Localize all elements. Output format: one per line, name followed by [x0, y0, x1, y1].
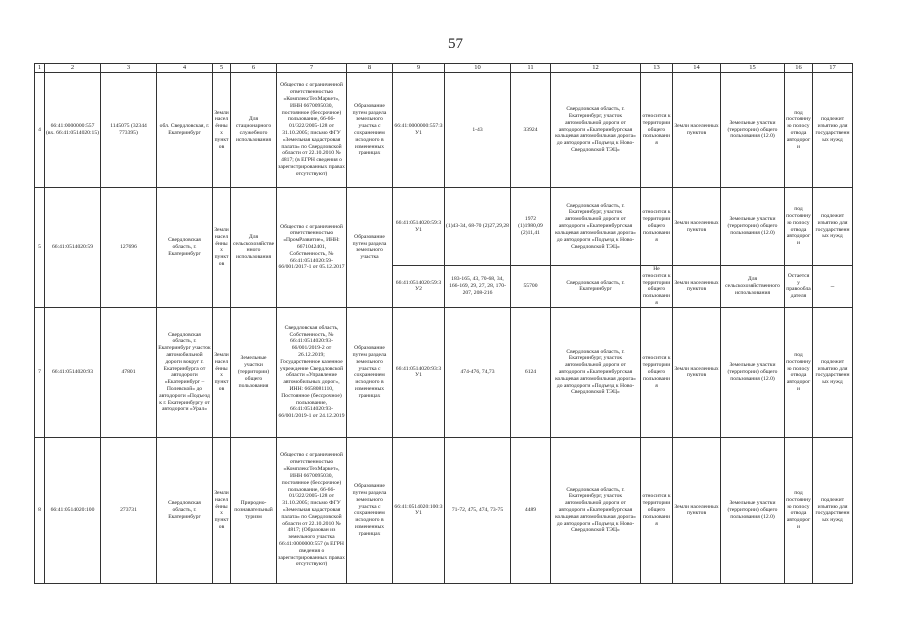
column-number: 8 [347, 64, 393, 73]
plot-purpose: Остается у правообладателя [785, 266, 813, 308]
rights-holder: Общество с ограниченной ответственностью «КомплексТехМаркет», ИНН 6670095030, постоянное (бессрочное) пользование, 66-66-01/322/2005-128 от 31.10.2005; письмо ФГУ «Земельная кадастровая палата» по Свердловской области от 22.10.2010 № 4817; (Образован из земельного участка 66:41:0000000:557 (в ЕГРН сведения о зарегистрированных правах отсутствуют) [277, 437, 347, 583]
column-number: 9 [393, 64, 445, 73]
public-territory-attribute: относится к территории общего пользования [641, 188, 673, 266]
column-number: 4 [157, 64, 213, 73]
new-cadastral-number: 66:41:0000000:557:ЗУ1 [393, 73, 445, 188]
formation-method: Образование путем раздела земельного участка с сохранением исходного в измененных границах [347, 437, 393, 583]
column-number: 14 [673, 64, 721, 73]
new-plot-area: 33924 [511, 73, 551, 188]
plot-address: Свердловская область, г. Екатеринбург участок автомобильной дороги вокруг г. Екатеринбурга от автодороги «Екатеринбург – Полевской» до автодороги «Подъезд к г. Екатеринбургу от автодороги «Урал» [157, 307, 213, 437]
row-number: 7 [35, 307, 45, 437]
cadastral-number: 66:41:0514020:100 [45, 437, 101, 583]
new-permitted-use: Земельные участки (территории) общего пользования (12.0) [721, 437, 785, 583]
column-number: 10 [445, 64, 511, 73]
formation-method: Образование путем раздела земельного участка [347, 188, 393, 308]
plot-purpose: под постоянную полосу отвода автодороги [785, 188, 813, 266]
new-land-category: Земли населенных пунктов [673, 266, 721, 308]
plot-address: Свердловская область, г. Екатеринбург [157, 188, 213, 308]
column-number: 7 [277, 64, 347, 73]
new-cadastral-number: 66:41:0514020:93:ЗУ1 [393, 307, 445, 437]
permitted-use: Земельные участки (территории) общего пользования [231, 307, 277, 437]
cadastral-number: 66:41:0514020:59 [45, 188, 101, 308]
land-category: Земли населённых пунктов [213, 73, 231, 188]
column-number: 1 [35, 64, 45, 73]
column-number: 11 [511, 64, 551, 73]
column-number: 5 [213, 64, 231, 73]
plot-area: 127696 [101, 188, 157, 308]
new-land-category: Земли населенных пунктов [673, 437, 721, 583]
new-permitted-use: Для сельскохозяйственного использования [721, 266, 785, 308]
seizure-note: подлежит изъятию для государственных нужд [813, 188, 853, 266]
new-plot-area: 55700 [511, 266, 551, 308]
plot-purpose: под постоянную полосу отвода автодороги [785, 437, 813, 583]
new-plot-location: Свердловская область, г. Екатеринбург, участок автомобильной дороги от автодороги «Екатеринбургская кольцевая автомобильная дорога» до автодороги «Подъезд к Ново-Свердловской ТЭЦ» [551, 188, 641, 266]
row-number: 5 [35, 188, 45, 308]
column-number: 13 [641, 64, 673, 73]
new-cadastral-number: 66:41:0514020:59:ЗУ2 [393, 266, 445, 308]
table-row [35, 188, 853, 266]
seizure-note: подлежит изъятию для государственных нужд [813, 437, 853, 583]
permitted-use: Для сельскохозяйственного использования [231, 188, 277, 308]
seizure-note: подлежит изъятию для государственных нужд [813, 73, 853, 188]
new-plot-location: Свердловская область, г. Екатеринбург, участок автомобильной дороги от автодороги «Екатеринбургская кольцевая автомобильная дорога» до автодороги «Подъезд к Ново-Свердловской ТЭЦ» [551, 307, 641, 437]
new-permitted-use: Земельные участки (территории) общего пользования (12.0) [721, 73, 785, 188]
new-plot-location: Свердловская область, г. Екатеринбург [551, 266, 641, 308]
new-plot-area: 4489 [511, 437, 551, 583]
new-land-category: Земли населенных пунктов [673, 188, 721, 266]
column-number: 2 [45, 64, 101, 73]
column-number: 15 [721, 64, 785, 73]
rights-holder: Общество с ограниченной ответственностью «КомплексТехМаркет», ИНН 6670095030, постоянное (бессрочное) пользование, 66-66-01/322/2005-128 от 31.10.2005; письмо ФГУ «Земельная кадастровая палата» по Свердловской области от 22.10.2010 № 4817; (в ЕГРН сведения о зарегистрированных правах отсутствуют) [277, 73, 347, 188]
public-territory-attribute: Не относится к территории общего пользования [642, 266, 671, 307]
page-number: 57 [448, 36, 463, 52]
boundary-points: 1-43 [445, 73, 511, 188]
seizure-note: подлежит изъятию для государственных нужд [813, 307, 853, 437]
new-land-category: Земли населенных пунктов [673, 307, 721, 437]
new-plot-area: 6124 [511, 307, 551, 437]
column-number: 3 [101, 64, 157, 73]
plot-area: 47801 [101, 307, 157, 437]
column-number: 12 [551, 64, 641, 73]
new-land-category: Земли населенных пунктов [673, 73, 721, 188]
column-number: 6 [231, 64, 277, 73]
table-row [35, 437, 853, 583]
land-category: Земли населённых пунктов [213, 188, 231, 308]
new-cadastral-number: 66:41:0514020:100:ЗУ1 [393, 437, 445, 583]
permitted-use: Природно-познавательный туризм [231, 437, 277, 583]
column-number-row [35, 64, 853, 73]
table-row [35, 307, 853, 437]
row-number: 8 [35, 437, 45, 583]
plot-address: обл. Свердловская, г. Екатеринбург [157, 73, 213, 188]
seizure-note: – [813, 266, 853, 308]
table-row [35, 73, 853, 188]
plot-address: Свердловская область, г. Екатеринбург [157, 437, 213, 583]
public-territory-attribute: относится к территории общего пользования [641, 437, 673, 583]
plot-area: 273731 [101, 437, 157, 583]
rights-holder: Свердловская область, Собственность, № 66:41:0514020:93-66/001/2019-2 от 26.12.2019; Государственное казенное учреждение Свердловской области «Управление автомобильных дорог», ИНН: 6658081110, Постоянное (бессрочное) пользование, 66:41:0514020:93-66/001/2019-1 от 24.12.2019 [277, 307, 347, 437]
land-category: Земли населённых пунктов [213, 307, 231, 437]
new-permitted-use: Земельные участки (территории) общего пользования (12.0) [721, 188, 785, 266]
public-territory-attribute: относится к территории общего пользования [641, 307, 673, 437]
boundary-points: 183-165, 43, 70-68, 34, 166-169, 29, 27, 28, 170-207, 208-216 [445, 266, 511, 308]
plot-purpose: под постоянную полосу отвода автодороги [785, 73, 813, 188]
land-category: Земли населённых пунктов [213, 437, 231, 583]
boundary-points: 71-72, 475, 474, 73-75 [445, 437, 511, 583]
public-territory-attribute: относится к территории общего пользования [641, 73, 673, 188]
plot-purpose: под постоянную полосу отвода автодороги [785, 307, 813, 437]
new-cadastral-number: 66:41:0514020:59:ЗУ1 [393, 188, 445, 266]
boundary-points: 474-476, 74,73 [445, 307, 511, 437]
new-plot-location: Свердловская область, г. Екатеринбург, участок автомобильной дороги от автодороги «Екатеринбургская кольцевая автомобильная дорога» до автодороги «Подъезд к Ново-Свердловской ТЭЦ» [551, 437, 641, 583]
formation-method: Образование путем раздела земельного участка с сохранением исходного в измененных границах [347, 73, 393, 188]
land-plot-table [34, 63, 853, 584]
permitted-use: Для стационарного служебного использования [231, 73, 277, 188]
new-permitted-use: Земельные участки (территории) общего пользования (12.0) [721, 307, 785, 437]
cadastral-number: 66:41:0000000:557 (вх. 66:41:0514020:15) [45, 73, 101, 188]
plot-area: 1145075 (32344 773395) [101, 73, 157, 188]
row-number: 4 [35, 73, 45, 188]
new-plot-area: 1972 (1)1980,09 (2)11,41 [511, 188, 551, 266]
new-plot-location: Свердловская область, г. Екатеринбург, участок автомобильной дороги от автодороги «Екатеринбургская кольцевая автомобильная дорога» до автодороги «Подъезд к Ново-Свердловской ТЭЦ» [551, 73, 641, 188]
column-number: 16 [785, 64, 813, 73]
rights-holder: Общество с ограниченной ответственностью «ПромРазвитие», ИНН: 6671042401, Собственность, № 66:41:0514020:59-66/001/2017-1 от 05.12.2017 [277, 188, 347, 308]
formation-method: Образование путем раздела земельного участка с сохранением исходного в измененных границах [347, 307, 393, 437]
boundary-points: (1)43-34, 68-70 (2)27,29,28 [445, 188, 511, 266]
cadastral-number: 66:41:0514020:93 [45, 307, 101, 437]
column-number: 17 [813, 64, 853, 73]
